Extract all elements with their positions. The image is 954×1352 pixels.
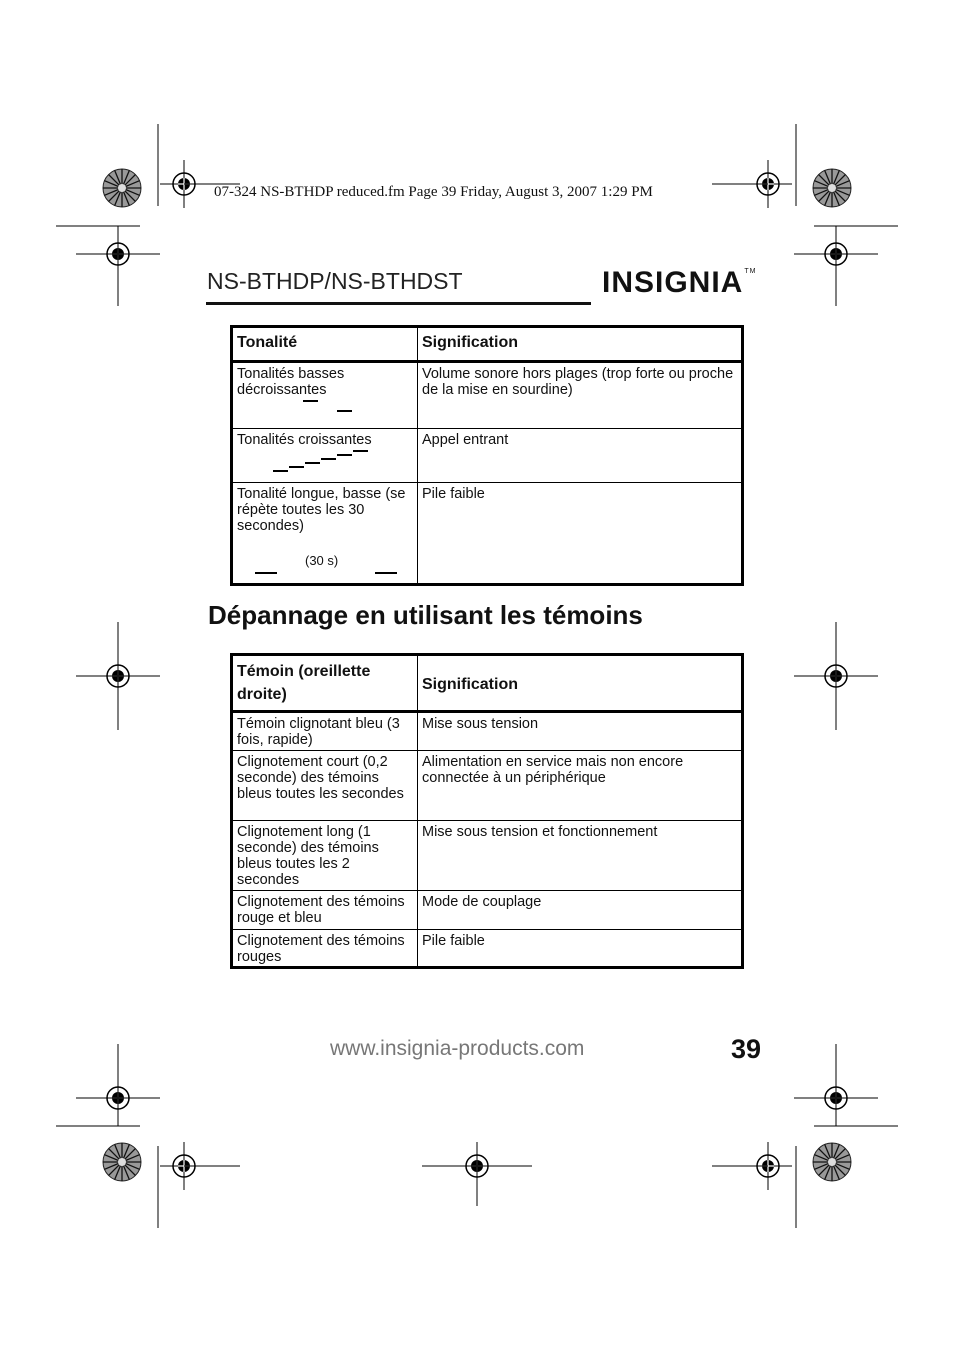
tone-name: Tonalité longue, basse (se répète toutes les 30 secondes)	[237, 486, 406, 534]
brand-logo-text: INSIGNIA	[602, 266, 744, 299]
footer-url[interactable]: www.insignia-products.com	[330, 1037, 585, 1060]
tone-cell	[232, 362, 418, 429]
tone-cell	[232, 483, 418, 585]
meaning-cell: Volume sonore hors plages (trop forte ou proche de la mise en sourdine)	[418, 362, 743, 429]
led-cell: Clignotement court (0,2 seconde) des témoins bleus toutes les secondes	[232, 751, 418, 821]
table-row	[232, 821, 743, 891]
print-slug: 07-324 NS-BTHDP reduced.fm Page 39 Friday, August 3, 2007 1:29 PM	[214, 184, 653, 200]
meaning-cell: Pile faible	[418, 483, 743, 585]
model-name: NS-BTHDP/NS-BTHDST	[207, 268, 463, 294]
meaning-cell: Mise sous tension et fonctionnement	[418, 821, 743, 891]
tone-diagram-decreasing	[237, 398, 413, 416]
tone-diagram-long	[237, 534, 413, 578]
tone-diagram-increasing	[237, 448, 413, 474]
table-row	[232, 483, 743, 585]
tone-name: Tonalités croissantes	[237, 432, 372, 448]
meaning-cell: Mise sous tension	[418, 712, 743, 751]
header-rule	[206, 302, 591, 305]
table-row	[232, 891, 743, 930]
led-table	[230, 653, 744, 969]
table-row	[232, 362, 743, 429]
table-row	[232, 930, 743, 968]
led-cell: Clignotement des témoins rouges	[232, 930, 418, 968]
header-meaning: Signification	[418, 655, 743, 712]
table-row	[232, 429, 743, 483]
trademark-mark: TM	[744, 268, 757, 275]
tones-table	[230, 325, 744, 586]
led-cell: Clignotement des témoins rouge et bleu	[232, 891, 418, 930]
header-led: Témoin (oreillette droite)	[232, 655, 418, 712]
table-row	[232, 751, 743, 821]
led-cell: Témoin clignotant bleu (3 fois, rapide)	[232, 712, 418, 751]
meaning-cell: Appel entrant	[418, 429, 743, 483]
meaning-cell: Mode de couplage	[418, 891, 743, 930]
header-tone: Tonalité	[232, 327, 418, 362]
table-row	[232, 712, 743, 751]
led-cell: Clignotement long (1 seconde) des témoins bleus toutes les 2 secondes	[232, 821, 418, 891]
brand-logo	[602, 266, 756, 300]
header-meaning: Signification	[418, 327, 743, 362]
page-number: 39	[731, 1034, 762, 1064]
tone-interval-label: (30 s)	[305, 553, 339, 568]
meaning-cell: Alimentation en service mais non encore connectée à un périphérique	[418, 751, 743, 821]
tone-name: Tonalités basses décroissantes	[237, 366, 345, 398]
section-title: Dépannage en utilisant les témoins	[208, 600, 643, 630]
meaning-cell: Pile faible	[418, 930, 743, 968]
tone-cell	[232, 429, 418, 483]
